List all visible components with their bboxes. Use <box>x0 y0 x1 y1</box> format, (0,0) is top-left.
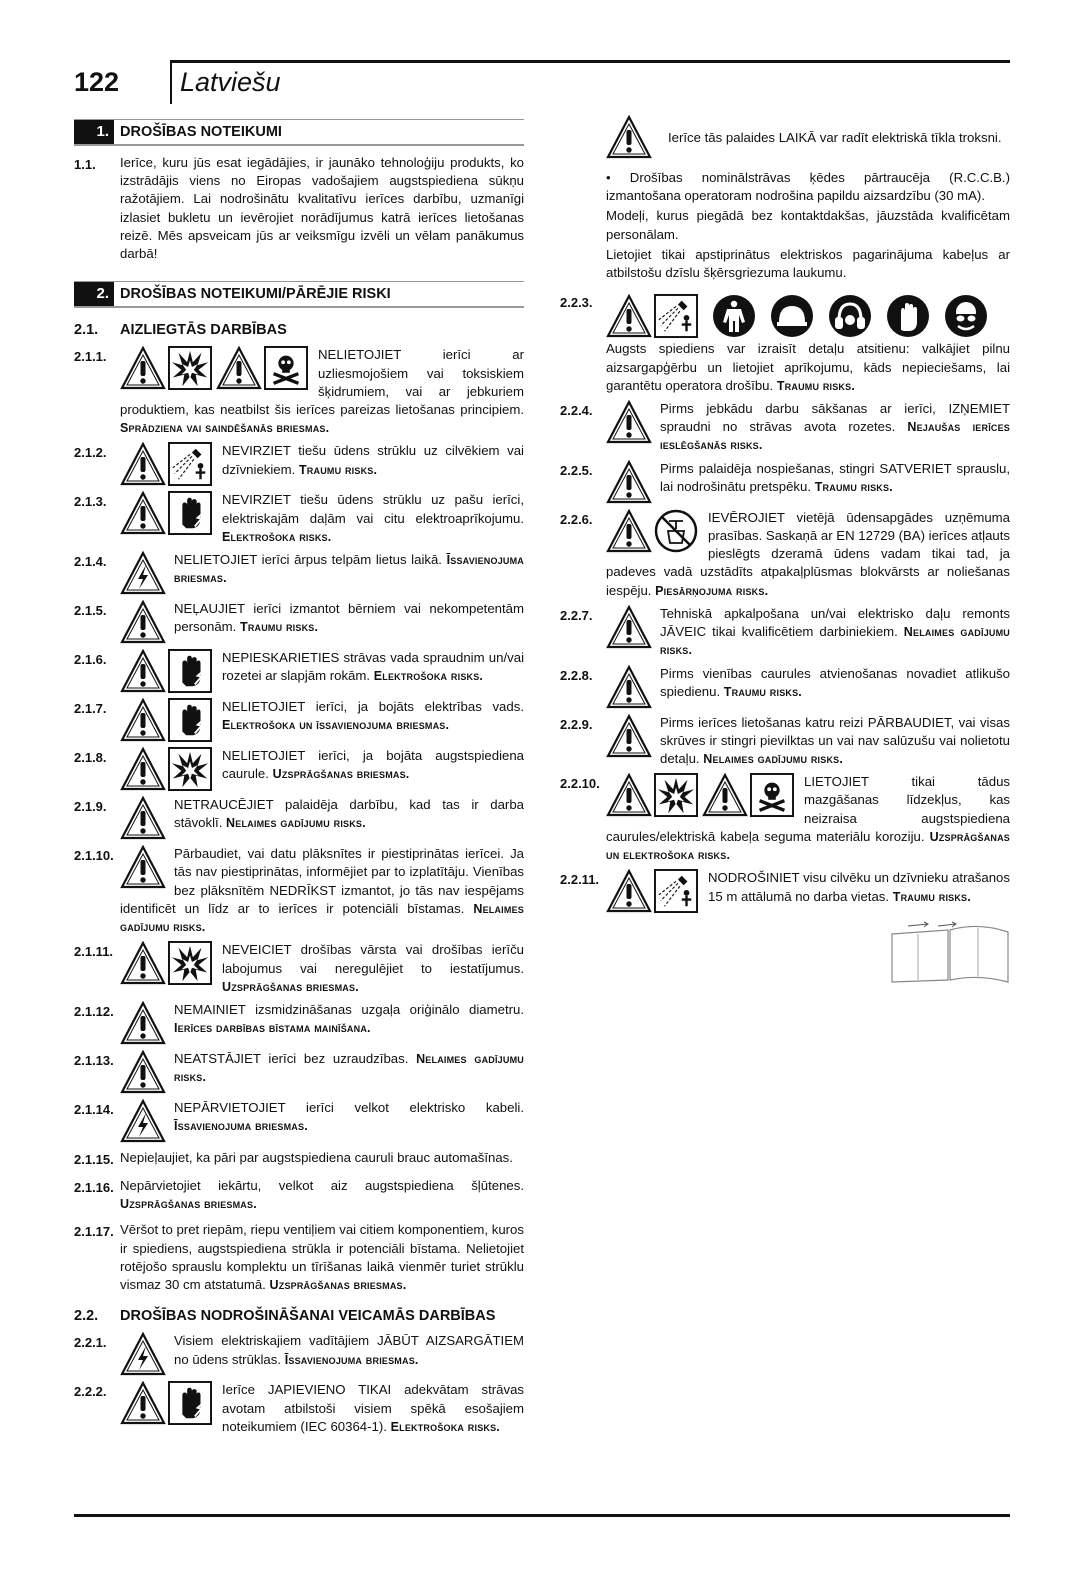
subsection-2-2 <box>74 1306 524 1326</box>
item-number: 2.1.6. <box>74 652 107 668</box>
item-2-1-2 <box>74 442 524 486</box>
item-text: Tehniskā apkalpošana un/vai elektrisko daļu remonts JĀVEIC tikai kvalificētiem darbiniekiem. <box>660 605 1010 640</box>
item-text: NEVIRZIET tiešu ūdens strūklu uz pašu ierīci, elektriskajām daļām vai citu elektroaprīkojumu. <box>222 492 524 526</box>
warning-icon <box>606 460 652 504</box>
section-title: DROŠĪBAS NOTEIKUMI/PĀRĒJIE RISKI <box>120 286 391 303</box>
icon-group <box>120 845 168 889</box>
item-text: Pirms ierīces lietošanas katru reizi PĀRBAUDIET, vai visas skrūves ir stingri pievilktas un vai nav salūzušu vai nolietotu detaļu. <box>660 714 1010 766</box>
item-number: 2.2.2. <box>74 1384 107 1400</box>
section-2-header <box>74 281 524 308</box>
item-text: NELIETOJIET ierīci, ja bojāts elektrības vads. <box>222 699 524 715</box>
page-header <box>74 60 1010 104</box>
item-text: NEMAINIET izsmidzināšanas uzgaļa oriģinālo diametru. <box>174 1001 524 1017</box>
risk-label: Traumu risks. <box>723 684 802 699</box>
note-paragraph: Lietojiet tikai apstiprinātus elektriskos pagarinājuma kabeļus ar atbilstošu dzīslu šķērsgriezuma laukumu. <box>606 246 1010 281</box>
item-number: 2.2.10. <box>560 776 600 792</box>
item-text: NEPIESKARIETIES strāvas vada spraudnim un/vai rozetei ar slapjām rokām. <box>222 650 524 684</box>
electric-hand-icon <box>168 698 212 742</box>
icon-group <box>120 747 216 791</box>
warning-icon <box>120 941 166 985</box>
icon-group <box>606 605 654 649</box>
item-text: NEĻAUJIET ierīci izmantot bērniem vai nekompetentām personām. <box>174 601 524 635</box>
electric-hand-icon <box>168 491 212 535</box>
item-text: NEVEICIET drošības vārsta vai drošības ierīču labojumus vai neregulējiet to iestatījumus. <box>222 942 524 976</box>
icon-group <box>120 796 168 840</box>
item-text: NEPĀRVIETOJIET ierīci velkot elektrisko kabeli. <box>174 1099 524 1115</box>
risk-label: Elektrošoka risks. <box>222 529 332 544</box>
item-2-1-16 <box>74 1177 524 1213</box>
item-text: LIETOJIET tikai tādus mazgāšanas līdzekļus, kas neizraisa augstspiediena caurules/elektriskā kabeļa seguma materiālu koroziju. <box>606 774 1010 844</box>
item-number: 2.1.1. <box>74 349 107 365</box>
risk-label: Nelaimes gadījumu risks. <box>174 1051 524 1085</box>
header-vertical-rule <box>170 60 172 104</box>
item-number: 2.1.5. <box>74 603 107 619</box>
warning-icon <box>120 1050 166 1094</box>
item-2-2-11 <box>560 869 1010 913</box>
warning-icon <box>606 773 652 817</box>
item-2-1-1 <box>74 346 524 437</box>
item-2-2-5 <box>560 460 1010 504</box>
item-text: NEVIRZIET tiešu ūdens strūklu uz cilvēkiem vai dzīvniekiem. <box>222 443 524 477</box>
subsection-number: 2.2. <box>74 1308 99 1325</box>
item-2-2-9 <box>560 714 1010 769</box>
warning-icon <box>606 400 652 444</box>
section-number: 2. <box>74 282 114 306</box>
item-2-2-4 <box>560 400 1010 455</box>
warning-icon <box>120 845 166 889</box>
risk-label: Traumu risks. <box>776 378 856 393</box>
icon-group <box>120 442 216 486</box>
item-2-1-3 <box>74 491 524 546</box>
icon-group <box>606 292 1010 340</box>
icon-group <box>120 649 216 693</box>
item-2-1-8 <box>74 747 524 791</box>
item-text: Pirms jebkādu darbu sākšanas ar ierīci, IZŅEMIET spraudni no strāvas avota rozetes. <box>660 401 1010 435</box>
turn-page-icon <box>888 920 1012 984</box>
item-number: 2.2.7. <box>560 607 593 623</box>
item-2-1-10 <box>74 845 524 936</box>
item-2-2-10 <box>560 773 1010 864</box>
risk-label: Uzsprāgšanas briesmas. <box>222 979 359 994</box>
risk-label: Nelaimes gadījumu risks. <box>703 752 844 766</box>
noise-note <box>606 115 1010 159</box>
item-2-1-6 <box>74 649 524 693</box>
item-2-1-15 <box>74 1149 524 1169</box>
no-drinking-water-icon <box>654 509 698 553</box>
subsection-title: AIZLIEGTĀS DARBĪBAS <box>120 322 287 339</box>
warning-icon <box>702 773 748 817</box>
item-text: Ierīce JAPIEVIENO TIKAI adekvātam strāvas avotam atbilstoši visiem spēkā esošajiem noteikumiem (IEC 60364-1). <box>222 1382 524 1434</box>
icon-group <box>606 400 654 444</box>
item-number: 2.2.8. <box>560 667 593 683</box>
electric-hazard-icon <box>120 1332 166 1376</box>
icon-group <box>606 509 702 553</box>
item-text: Pārbaudiet, vai datu plāksnītes ir piestiprinātas ierīcei. Ja tās nav piestiprinātas, informējiet par to izplatītāju. Vienības bez plāksnītēm NEDRĪKST izmantot, jo tās nav iespējams identificēt un līdz ar to ierīces ir potenciāli bīstamas. <box>120 846 524 916</box>
icon-group <box>120 1381 216 1425</box>
risk-label: Ierīces darbības bīstama mainīšana. <box>174 1021 371 1036</box>
footer-rule <box>74 1514 1010 1517</box>
explosion-icon <box>168 346 212 390</box>
explosion-icon <box>654 773 698 817</box>
item-number: 2.1.9. <box>74 799 107 815</box>
warning-icon <box>120 491 166 535</box>
risk-label: Piesārņojuma risks. <box>655 583 769 598</box>
item-2-1-11 <box>74 941 524 996</box>
left-column <box>74 115 524 1441</box>
item-number: 2.2.11. <box>560 872 600 888</box>
risk-label: Nelaimes gadījumu risks. <box>120 901 524 935</box>
water-jet-icon <box>654 294 698 338</box>
item-number: 2.2.6. <box>560 511 593 527</box>
warning-icon <box>606 509 652 553</box>
item-2-1-4 <box>74 551 524 595</box>
toxic-icon <box>264 346 308 390</box>
item-2-2-6 <box>560 509 1010 600</box>
section-title: DROŠĪBAS NOTEIKUMI <box>120 124 282 140</box>
section-1-header <box>74 119 524 146</box>
item-text: NELIETOJIET ierīci ārpus telpām lietus laikā. <box>174 552 442 568</box>
electric-hazard-icon <box>120 1099 166 1143</box>
item-number: 2.2.5. <box>560 462 593 478</box>
item-text: Visiem elektriskajiem vadītājiem JĀBŪT AIZSARGĀTIEM no ūdens strūklas. <box>174 1333 524 1367</box>
warning-icon <box>120 796 166 840</box>
item-text: NODROŠINIET visu cilvēku un dzīvnieku atrašanos 15 m attālumā no darba vietas. <box>708 870 1010 904</box>
electric-hand-icon <box>168 649 212 693</box>
icon-group <box>606 714 654 758</box>
item-2-2-7 <box>560 605 1010 660</box>
item-2-1-7 <box>74 698 524 742</box>
item-number: 2.1.8. <box>74 750 107 766</box>
protective-suit-icon <box>712 294 756 338</box>
warning-icon <box>606 605 652 649</box>
item-number: 2.1.16. <box>74 1179 114 1195</box>
icon-group <box>120 698 216 742</box>
item-2-1-13 <box>74 1050 524 1094</box>
item-number: 2.1.17. <box>74 1224 114 1240</box>
warning-icon <box>606 665 652 709</box>
item-2-1-5 <box>74 600 524 644</box>
explosion-icon <box>168 747 212 791</box>
risk-label: Uzsprāgšanas briesmas. <box>269 1278 407 1293</box>
item-text: Nepieļaujiet, ka pāri par augstspiediena cauruli brauc automašīnas. <box>120 1149 513 1165</box>
icon-group <box>606 773 798 817</box>
warning-icon <box>120 747 166 791</box>
note-text: Ierīce tās palaides LAIKĀ var radīt elektriskā tīkla troksni. <box>668 130 1002 145</box>
gloves-icon <box>886 294 930 338</box>
icon-group <box>120 1099 168 1143</box>
risk-label: Traumu risks. <box>298 462 378 477</box>
item-2-2-3 <box>560 292 1010 395</box>
warning-icon <box>120 1381 166 1425</box>
icon-group <box>120 346 312 390</box>
item-number: 2.1.10. <box>74 848 114 864</box>
water-jet-icon <box>654 869 698 913</box>
explosion-icon <box>168 941 212 985</box>
subsection-2-1 <box>74 320 524 340</box>
item-number: 2.1.14. <box>74 1101 114 1117</box>
icon-group <box>120 1001 168 1045</box>
risk-label: Uzsprāgšanas briesmas. <box>272 767 410 782</box>
icon-group <box>120 1050 168 1094</box>
item-number: 2.1.2. <box>74 445 107 461</box>
icon-group <box>606 460 654 504</box>
risk-label: Īssavienojuma briesmas. <box>284 1352 419 1367</box>
item-number: 2.2.4. <box>560 403 593 418</box>
item-2-1-12 <box>74 1001 524 1045</box>
electrical-notes <box>606 169 1010 282</box>
page-number: 122 <box>74 67 120 97</box>
item-text: Augsts spiediens var izraisīt detaļu atsitienu: valkājiet pilnu aizsargapģērbu un lietojiet aprīkojumu, kāds nepieciešams, lai garantētu operatora drošību. <box>606 341 1010 393</box>
icon-group <box>120 1332 168 1376</box>
item-2-2-8 <box>560 665 1010 709</box>
item-number: 2.1.3. <box>74 494 107 510</box>
warning-icon <box>120 1001 166 1045</box>
risk-label: Nejaušas ierīces ieslēgšanās risks. <box>660 420 1010 453</box>
icon-group <box>120 551 168 595</box>
risk-label: Īssavienojuma briesmas. <box>174 553 524 586</box>
item-text: Pirms vienības caurules atvienošanas novadiet atlikušo spiedienu. <box>660 665 1010 699</box>
icon-group <box>120 491 216 535</box>
warning-icon <box>120 649 166 693</box>
item-text: NEATSTĀJIET ierīci bez uzraudzības. <box>174 1050 409 1066</box>
water-jet-icon <box>168 442 212 486</box>
risk-label: Elektrošoka risks. <box>373 669 484 684</box>
icon-group <box>606 869 702 913</box>
icon-group <box>606 665 654 709</box>
item-2-2-1 <box>74 1332 524 1376</box>
risk-label: Uzsprāgšanas un elektrošoka risks. <box>606 829 1010 863</box>
item-text: Vēršot to pret riepām, riepu ventiļiem vai citiem komponentiem, kuros ir spiediens, augstspiediena strūkla ir potenciāli bīstama. Nelietojiet rotējošo sprauslu komplektu un tīrīšanas laikā vienmēr turiet strūklu vismaz 30 cm atstatumā. <box>120 1222 524 1293</box>
warning-icon <box>216 346 262 390</box>
risk-label: Traumu risks. <box>892 889 971 904</box>
item-2-1-14 <box>74 1099 524 1143</box>
item-text: NELIETOJIET ierīci, ja bojāta augstspiediena caurule. <box>222 748 524 782</box>
item-text: Nepārvietojiet iekārtu, velkot aiz augstspiediena šļūtenes. <box>120 1177 524 1193</box>
language-title: Latviešu <box>180 67 281 97</box>
risk-label: Nelaimes gadījumu risks. <box>660 625 1010 658</box>
item-1-1 <box>74 154 524 263</box>
item-number: 2.1.11. <box>74 944 114 960</box>
warning-icon <box>606 115 652 159</box>
icon-group <box>120 941 216 985</box>
item-text: NETRAUCĒJIET palaidēja darbību, kad tas ir darba stāvoklī. <box>174 797 524 831</box>
item-text: Pirms palaidēja nospiešanas, stingri SATVERIET sprauslu, lai nodrošinātu pretspēku. <box>660 460 1010 494</box>
risk-label: Nelaimes gadījumu risks. <box>226 816 366 831</box>
risk-label: Uzsprāgšanas briesmas. <box>120 1197 257 1212</box>
electric-hand-icon <box>168 1381 212 1425</box>
warning-icon <box>120 600 166 644</box>
risk-label: Īssavienojuma briesmas. <box>174 1119 308 1134</box>
risk-label: Traumu risks. <box>814 479 893 494</box>
item-number: 2.1.7. <box>74 701 107 717</box>
item-2-1-17 <box>74 1221 524 1294</box>
item-number: 2.1.12. <box>74 1003 114 1019</box>
item-text: IEVĒROJIET vietējā ūdensapgādes uzņēmuma prasības. Saskaņā ar EN 12729 (BA) ierīces atļauts pieslēgts dzeramā ūdens vadam tikai tad, ja padeves vadā uzstādīts atpakaļplūsmas blokvārsts ar noliešanas iespēju. <box>606 509 1010 598</box>
electric-hazard-icon <box>120 551 166 595</box>
item-number: 1.1. <box>74 157 96 172</box>
right-column <box>560 115 1010 918</box>
ear-protection-icon <box>828 294 872 338</box>
risk-label: Traumu risks. <box>239 620 319 635</box>
item-number: 2.1.15. <box>74 1151 114 1167</box>
icon-group <box>120 600 168 644</box>
header-top-rule <box>170 60 1010 63</box>
toxic-icon <box>750 773 794 817</box>
warning-icon <box>120 442 166 486</box>
warning-icon <box>606 294 652 338</box>
warning-icon <box>120 698 166 742</box>
subsection-title: DROŠĪBAS NODROŠINĀŠANAI VEICAMĀS DARBĪBAS <box>120 1308 496 1325</box>
helmet-icon <box>770 294 814 338</box>
risk-label: Sprādziena vai saindēšanās briesmas. <box>120 421 330 436</box>
warning-icon <box>606 869 652 913</box>
note-paragraph: • Drošības nominālstrāvas ķēdes pārtraucēja (R.C.C.B.) izmantošana operatoram nodrošina papildu aizsardzību (30 mA). <box>606 170 1010 204</box>
item-2-1-9 <box>74 796 524 840</box>
note-paragraph: Modeļi, kurus piegādā bez kontaktdakšas, jāuzstāda kvalificētam personālam. <box>606 208 1010 242</box>
item-text: Ierīce, kuru jūs esat iegādājies, ir jaunāko tehnoloģiju produkts, ko izstrādājis viens no Eiropas vadošajiem augstspiediena sūkņu ražotājiem. Lai nodrošinātu kvalitatīvu ierīces darbību, uzmanīgi izlasiet bukletu un ievērojiet norādījumus katrā ierīces lietošanas reizē. Mēs apsveicam jūs ar veiksmīgu izvēli un vēlam panākumus darbā! <box>120 155 524 262</box>
item-number: 2.1.4. <box>74 554 107 570</box>
subsection-number: 2.1. <box>74 322 99 339</box>
risk-label: Elektrošoka un īssavienojuma briesmas. <box>222 718 450 733</box>
item-number: 2.2.1. <box>74 1335 107 1351</box>
section-number: 1. <box>74 120 114 144</box>
goggles-icon <box>944 294 988 338</box>
risk-label: Elektrošoka risks. <box>390 1419 500 1434</box>
item-text: NELIETOJIET ierīci ar uzliesmojošiem vai toksiskiem šķidrumiem, vai ar jebkuriem produktiem, kas neatbilst šis ierīces pareizas lietošanas principiem. <box>120 347 524 417</box>
item-number: 2.2.9. <box>560 716 593 732</box>
item-number: 2.1.13. <box>74 1052 114 1068</box>
warning-icon <box>606 714 652 758</box>
item-2-2-2 <box>74 1381 524 1436</box>
warning-icon <box>120 346 166 390</box>
item-number: 2.2.3. <box>560 295 593 311</box>
